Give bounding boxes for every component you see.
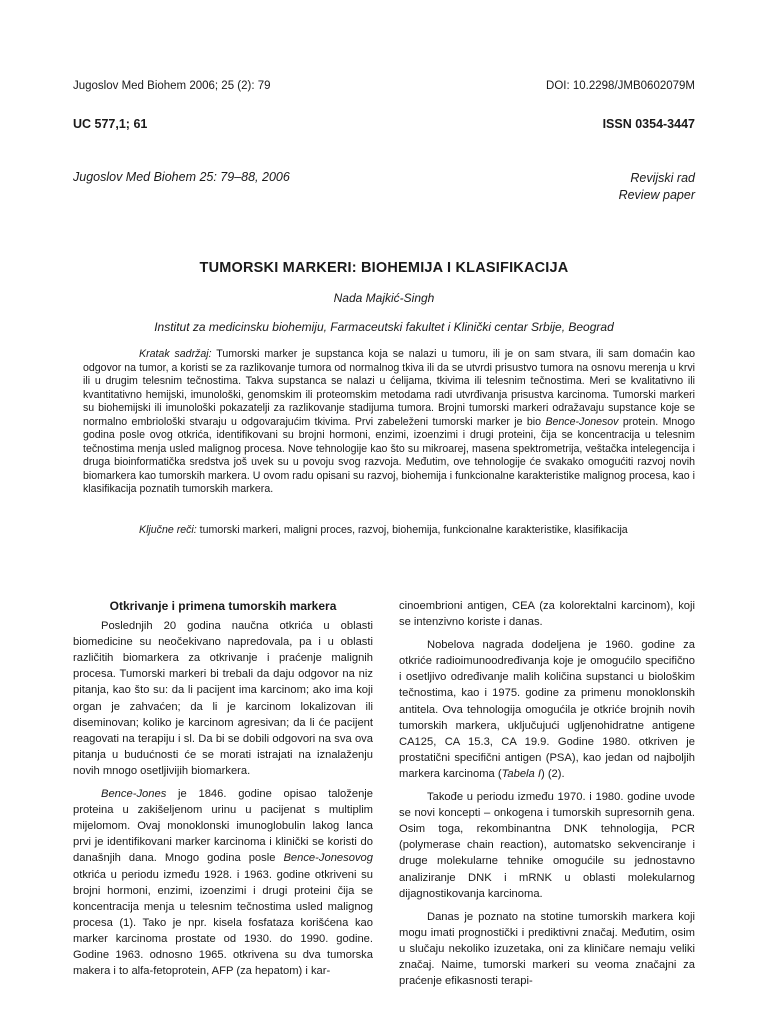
classification-codes: [73, 117, 695, 131]
article-title: TUMORSKI MARKERI: BIOHEMIJA I KLASIFIKACIJA: [199, 260, 569, 276]
paragraph-text: ) (2).: [540, 767, 565, 780]
paragraph: [73, 786, 373, 979]
paragraph: cinoembrioni antigen, CEA (za kolorektalni karcinom), koji se intenzivno koriste i danas.: [399, 600, 695, 629]
paragraph-text: Nobelova nagrada dodeljena je 1960. godine za otkriće radioimunoodređivanja koje je omogućilo specifično i osetljivo određivanje malih količina supstanci u biološkim tečnostima, kao i 1975. godine za primenu monoklonskih antitela. Ova tehnologija omogućila je otkriće brojnih novih tumorskih markera, uključujući ugljenohidratne antigene CA125, CA 15.3, CA 19.9. Godine 1980. otkriven je prostatični specifični antigen (PSA), kao jedan od najboljih markera karcinoma (: [399, 639, 695, 780]
abstract-italic-term: Bence-Jonesov: [545, 415, 619, 428]
journal-reference: Jugoslov Med Biohem 2006; 25 (2): 79: [73, 80, 271, 92]
abstract-text-b: protein. Mnogo godina posle ovog otkrića, identifikovani su brojni hormoni, enzimi, izoenzimi i drugi proteini, čija se koncentracija u telesnim tečnostima menja usled malignog procesa. Nove tehnologije kao što su mikroarej, masena spektrometrija, veštačka intelegencija i druga bioinformatička sredstva još uvek su u povoju svog razvoja. Međutim, ove tehnologije će svakako omogućiti razvoj novih biomarkera kao tumorskih markera. U ovom radu opisani su razvoj, biohemija i funkcionalne karakteristike malignog procesa, kao i klasifikacija poznatih tumorskih markera.: [83, 415, 695, 495]
italic-term: Bence-Jones: [101, 788, 167, 801]
running-header: [73, 80, 695, 92]
left-column: [73, 598, 373, 979]
abstract-label: Kratak sadržaj:: [139, 348, 212, 360]
paper-type: [619, 170, 695, 204]
paper-type-sr: Revijski rad: [630, 171, 695, 185]
italic-term: Bence-Jonesovog: [283, 852, 373, 865]
udc-code: UC 577,1; 61: [73, 117, 148, 131]
author: Nada Majkić-Singh: [333, 291, 435, 305]
right-column: [399, 598, 695, 989]
issn: ISSN 0354-3447: [602, 117, 695, 131]
paragraph: Danas je poznato na stotine tumorskih markera koji mogu imati prognostički i prediktivni značaj. Međutim, osim u slučaju nekoliko izuzetaka, oni za kliničare nemaju veliki značaj. Naime, tumorski markeri su veoma značajni za praćenje efikasnosti terapi-: [399, 910, 695, 988]
table-reference: Tabela I: [501, 767, 541, 780]
section-heading: Otkrivanje i primena tumorskih markera: [109, 599, 337, 613]
affiliation: Institut za medicinsku biohemiju, Farmaceutski fakultet i Klinički centar Srbije, Beograd: [154, 320, 614, 334]
abstract-text-a: Tumorski marker je supstanca koja se nalazi u tumoru, ili je on sam stvara, ili sam domaćin kao odgovor na tumor, a koristi se za razlikovanje tumora od normalnog tkiva ili da se utvrdi prisustvo tumora na osnovu merenja u krvi ili u drugim telesnim tečnostima. Takva supstanca se nalazi u ćelijama, tkivima ili telesnim tečnostima. Meri se kvalitativno ili kvantitativno hemijski, imunološki, genomskim ili proteomskim metodama radi utvrđivanja prisustva karcinoma. Tumorski markeri su biohemijski ili imunološki pokazatelji za razlikovanje stadijuma tumora. Brojni tumorski markeri odražavaju supstance koje se normalno embriološki stvaraju u odgovarajućim tkivima. Prvi zabeleženi tumorski marker je bio: [83, 348, 695, 428]
paragraph-text: otkrića u periodu između 1928. i 1963. godine otkriveni su brojni hormoni, enzimi, izoenzimi i drugi proteini čija se koncentracija menja u telesnim tečnostima usled malignog procesa (1). Tako je npr. kisela fosfataza korišćena kao marker karcinoma prostate od 1930. do 1990. godine. Godine 1963. odnosno 1965. otkrivena su dva tumorska makera i to alfa-fetoprotein, AFP (za hepatom) i kar-: [73, 868, 373, 978]
citation: Jugoslov Med Biohem 25: 79–88, 2006: [73, 170, 290, 184]
abstract: [73, 348, 695, 497]
paragraph: Poslednjih 20 godina naučna otkrića u oblasti biomedicine su neočekivano napredovala, pa i u oblasti različitih biomarkera za otkrivanje i praćenje malignih procesa. Tumorski markeri bi trebali da daju odgovor na niz pitanja, kao što su: da li pacijent ima karcinom; ako ima koji organ je zahvaćen; da li je karcinom lokalizovan ili diseminovan; koliko je karcinom agresivan; da li će pacijent reagovati na terapiju i sl. Da bi se dobili odgovori na sva ova pitanja u budućnosti će se morati istrajati na iznalaženju novih mnogo osetljivijih biomarkera.: [73, 620, 373, 777]
paragraph-text: je 1846. godine opisao taloženje proteina u zakišeljenom urinu u pacijenat s multiplim mijelomom. Ovaj monoklonski imunoglobulin lakog lanca prvi je identifikovani marker karcinoma i klinički se koristi do današnjih dana. Mnogo godina posle: [73, 788, 374, 865]
paragraph: [399, 637, 695, 782]
article-page: [73, 0, 695, 1024]
keywords-label: Ključne reči:: [139, 524, 197, 536]
doi: DOI: 10.2298/JMB0602079M: [546, 80, 695, 92]
paragraph: Takođe u periodu između 1970. i 1980. godine uvode se novi koncepti – onkogena i tumorskih supresornih gena. Osim toga, rekombinantna DNK tehnologija, PCR (polymerase chain reaction), automatsko sekvenciranje i druge molekularne tehnike omogućile su jednostavno analiziranje DNK i mRNK u oblasti molekularnog dijagnostikovanja karcinoma.: [399, 791, 695, 900]
keywords-text: tumorski markeri, maligni proces, razvoj, biohemija, funkcionalne karakteristike, klasifikacija: [199, 524, 628, 536]
keywords: [139, 524, 628, 538]
paper-type-en: Review paper: [618, 188, 695, 202]
